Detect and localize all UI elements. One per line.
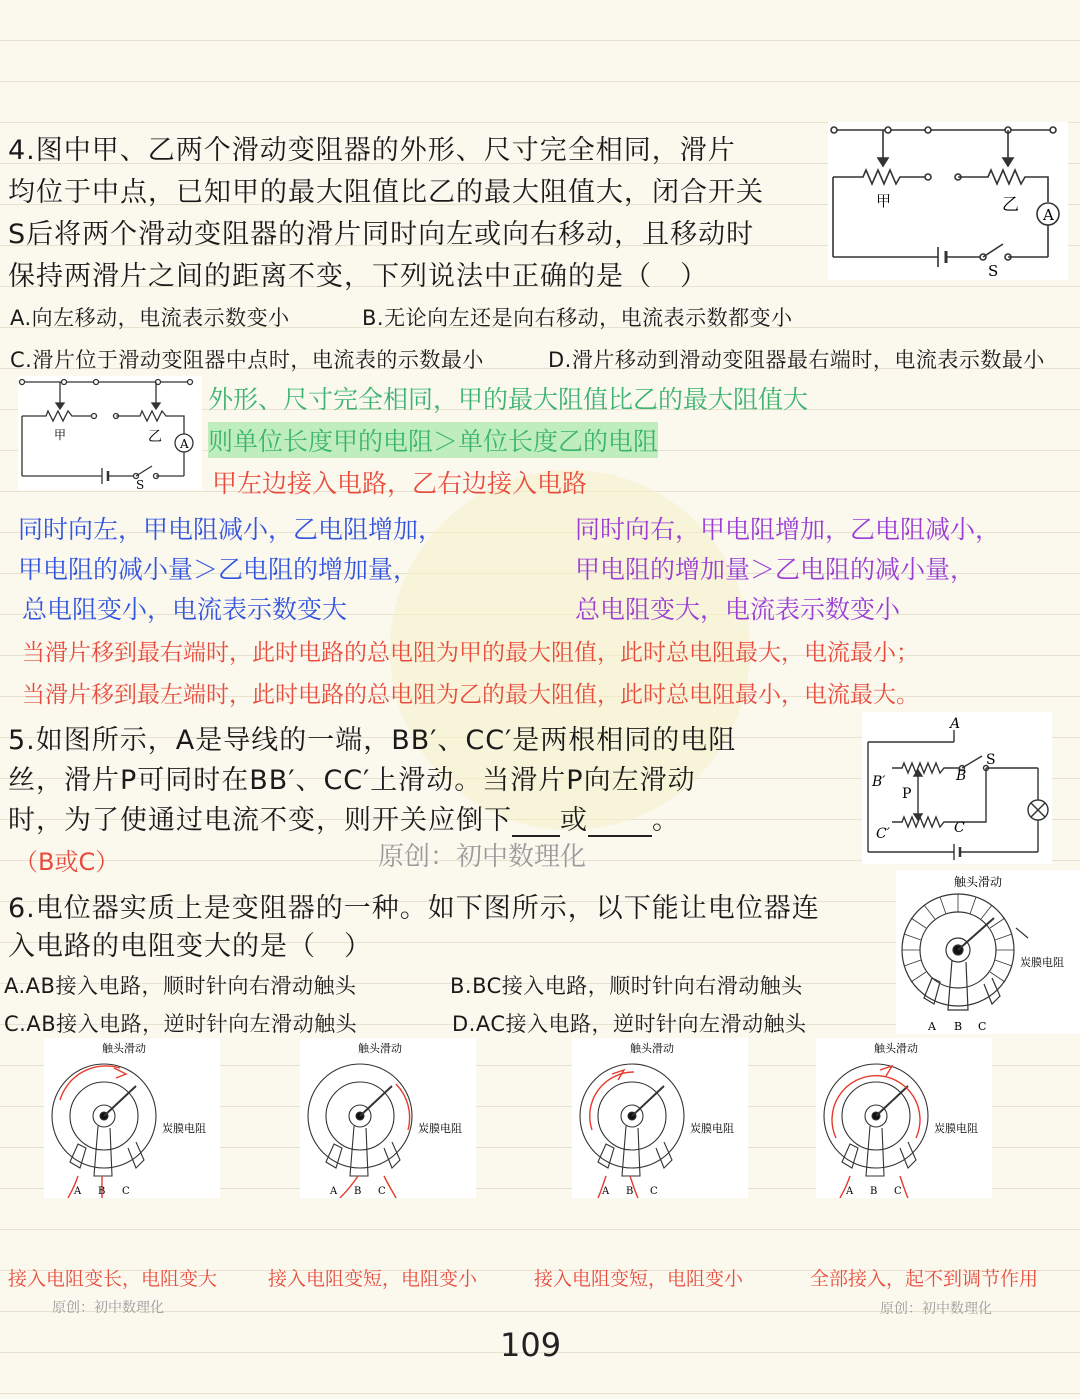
q4-fig-ammeter-label: A <box>1043 206 1054 224</box>
watermark-bottom-left: 原创：初中数理化 <box>52 1300 164 1316</box>
q4-small-jia-label: 甲 <box>54 428 67 442</box>
q4-circuit-svg <box>828 122 1068 280</box>
q4-left-note-3: 总电阻变小，电流表示数变大 <box>22 595 348 624</box>
q4-left-note-2: 甲电阻的减小量＞乙电阻的增加量， <box>18 555 419 584</box>
q4-note-red-1: 甲左边接入电路，乙右边接入电路 <box>212 469 588 498</box>
q4-line-3: S后将两个滑动变阻器的滑片同时向左或向右移动，且移动时 <box>8 219 755 250</box>
q6-fig2-side-label: 炭膜电阻 <box>418 1122 462 1135</box>
q5-circuit-svg <box>862 712 1052 864</box>
q6-fig4-top-label: 触头滑动 <box>874 1042 918 1055</box>
q6-fig4-c: C <box>894 1186 902 1197</box>
q6-figure-3-svg <box>572 1038 748 1198</box>
q6-caption-1: 接入电阻变长，电阻变大 <box>8 1268 218 1290</box>
q6-option-d: D.AC接入电路，逆时针向左滑动触头 <box>452 1012 807 1036</box>
q5-fig-p: P <box>902 786 912 802</box>
q6-fig3-c: C <box>650 1186 658 1197</box>
q6-option-b: B.BC接入电路，顺时针向右滑动触头 <box>450 974 803 998</box>
q6-figure-4-svg <box>816 1038 992 1198</box>
q6-fig-a: A <box>928 1020 936 1033</box>
q6-fig4-side-label: 炭膜电阻 <box>934 1122 978 1135</box>
q5-line-2: 丝，滑片P可同时在BB′、CC′上滑动。当滑片P向左滑动 <box>8 765 696 796</box>
q6-option-c: C.AB接入电路，逆时针向左滑动触头 <box>4 1012 358 1036</box>
q4-small-yi-label: 乙 <box>148 429 162 445</box>
q4-small-ammeter-label: A <box>180 437 189 451</box>
q4-fig-jia-label: 甲 <box>876 192 892 210</box>
watermark-middle: 原创：初中数理化 <box>378 842 587 872</box>
q6-fig1-b: B <box>98 1186 106 1197</box>
q6-potentiometer-svg <box>896 870 1080 1034</box>
q4-circuit-figure <box>828 122 1068 280</box>
q4-line-1: 4.图中甲、乙两个滑动变阻器的外形、尺寸完全相同，滑片 <box>8 135 736 166</box>
q6-fig-c: C <box>978 1020 987 1033</box>
q4-circuit-figure-small <box>18 376 202 490</box>
q4-right-note-3: 总电阻变大，电流表示数变小 <box>575 595 901 624</box>
q6-caption-3: 接入电阻变短，电阻变小 <box>534 1268 744 1290</box>
q6-caption-4: 全部接入，起不到调节作用 <box>810 1268 1039 1290</box>
q4-option-c: C.滑片位于滑动变阻器中点时，电流表的示数最小 <box>10 348 484 372</box>
q5-answer: （B或C） <box>14 848 120 876</box>
q4-option-a: A.向左移动，电流表示数变小 <box>10 306 290 330</box>
q4-line-4: 保持两滑片之间的距离不变，下列说法中正确的是（ ） <box>8 261 708 292</box>
q6-fig1-top-label: 触头滑动 <box>102 1042 146 1055</box>
q6-fig2-b: B <box>354 1186 362 1197</box>
q6-option-a: A.AB接入电路，顺时针向右滑动触头 <box>4 974 357 998</box>
q6-figure-2-svg <box>300 1038 476 1198</box>
q6-fig1-c: C <box>122 1186 130 1197</box>
q5-line-3-end: 。 <box>652 805 680 836</box>
page-number: 109 <box>500 1326 562 1364</box>
q6-line-1: 6.电位器实质上是变阻器的一种。如下图所示，以下能让电位器连 <box>8 893 820 924</box>
q6-figure-2 <box>300 1038 476 1198</box>
q6-fig-side-label: 炭膜电阻 <box>1020 956 1064 969</box>
q6-fig3-a: A <box>602 1186 610 1197</box>
q5-blank-2[interactable] <box>588 813 652 837</box>
q5-fig-c: C <box>954 820 965 836</box>
q5-fig-b-prime: B′ <box>872 774 886 790</box>
q4-note-green-1: 外形、尺寸完全相同，甲的最大阻值比乙的最大阻值大 <box>208 385 809 414</box>
q4-right-note-2: 甲电阻的增加量＞乙电阻的减小量， <box>575 555 976 584</box>
q5-circuit-figure <box>862 712 1052 864</box>
q5-fig-c-prime: C′ <box>876 826 890 842</box>
q4-option-b: B.无论向左还是向右移动，电流表示数都变小 <box>362 306 793 330</box>
q6-fig-top-label: 触头滑动 <box>954 875 1003 889</box>
watermark-bottom-right: 原创：初中数理化 <box>880 1301 992 1317</box>
q6-figure-3 <box>572 1038 748 1198</box>
q4-note-red-2: 当滑片移到最右端时，此时电路的总电阻为甲的最大阻值，此时总电阻最大，电流最小； <box>22 640 919 666</box>
q4-fig-switch-label: S <box>988 262 999 280</box>
q6-fig1-side-label: 炭膜电阻 <box>162 1122 206 1135</box>
q6-figure-4 <box>816 1038 992 1198</box>
q5-line-1: 5.如图所示，A是导线的一端，BB′、CC′是两根相同的电阻 <box>8 725 737 756</box>
q5-fig-s: S <box>986 752 996 768</box>
q6-fig2-top-label: 触头滑动 <box>358 1042 402 1055</box>
q6-fig4-a: A <box>846 1186 854 1197</box>
q4-small-switch-label: S <box>136 478 145 490</box>
q6-fig3-b: B <box>626 1186 634 1197</box>
q6-fig-b: B <box>954 1020 963 1033</box>
q6-caption-2: 接入电阻变短，电阻变小 <box>268 1268 478 1290</box>
q6-fig4-b: B <box>870 1186 878 1197</box>
q4-note-green-2: 则单位长度甲的电阻＞单位长度乙的电阻 <box>208 422 658 458</box>
q5-fig-b: B <box>956 768 967 784</box>
q5-line-3-or: 或 <box>560 805 588 836</box>
q5-blank-1[interactable] <box>512 813 560 837</box>
q4-fig-yi-label: 乙 <box>1002 195 1019 215</box>
q6-fig2-c: C <box>378 1186 386 1197</box>
q6-fig3-top-label: 触头滑动 <box>630 1042 674 1055</box>
q6-fig1-a: A <box>74 1186 82 1197</box>
q6-line-2: 入电路的电阻变大的是（ ） <box>8 931 372 962</box>
q4-left-note-1: 同时向左，甲电阻减小，乙电阻增加， <box>18 515 444 544</box>
q6-potentiometer-figure <box>896 870 1080 1034</box>
q4-option-d: D.滑片移动到滑动变阻器最右端时，电流表示数最小 <box>548 348 1045 372</box>
q4-right-note-1: 同时向右，甲电阻增加，乙电阻减小， <box>575 515 1001 544</box>
q4-line-2: 均位于中点，已知甲的最大阻值比乙的最大阻值大，闭合开关 <box>8 177 764 208</box>
q6-fig3-side-label: 炭膜电阻 <box>690 1122 734 1135</box>
q5-line-3-start: 时，为了使通过电流不变，则开关应倒下 <box>8 805 512 836</box>
q4-circuit-small-svg <box>18 376 202 490</box>
q6-fig2-a: A <box>330 1186 338 1197</box>
q6-figure-1 <box>44 1038 220 1198</box>
q6-figure-1-svg <box>44 1038 220 1198</box>
q4-note-red-3: 当滑片移到最左端时，此时电路的总电阻为乙的最大阻值，此时总电阻最小，电流最大。 <box>22 682 919 708</box>
q5-line-3 <box>8 798 680 837</box>
q5-fig-a: A <box>950 716 961 732</box>
